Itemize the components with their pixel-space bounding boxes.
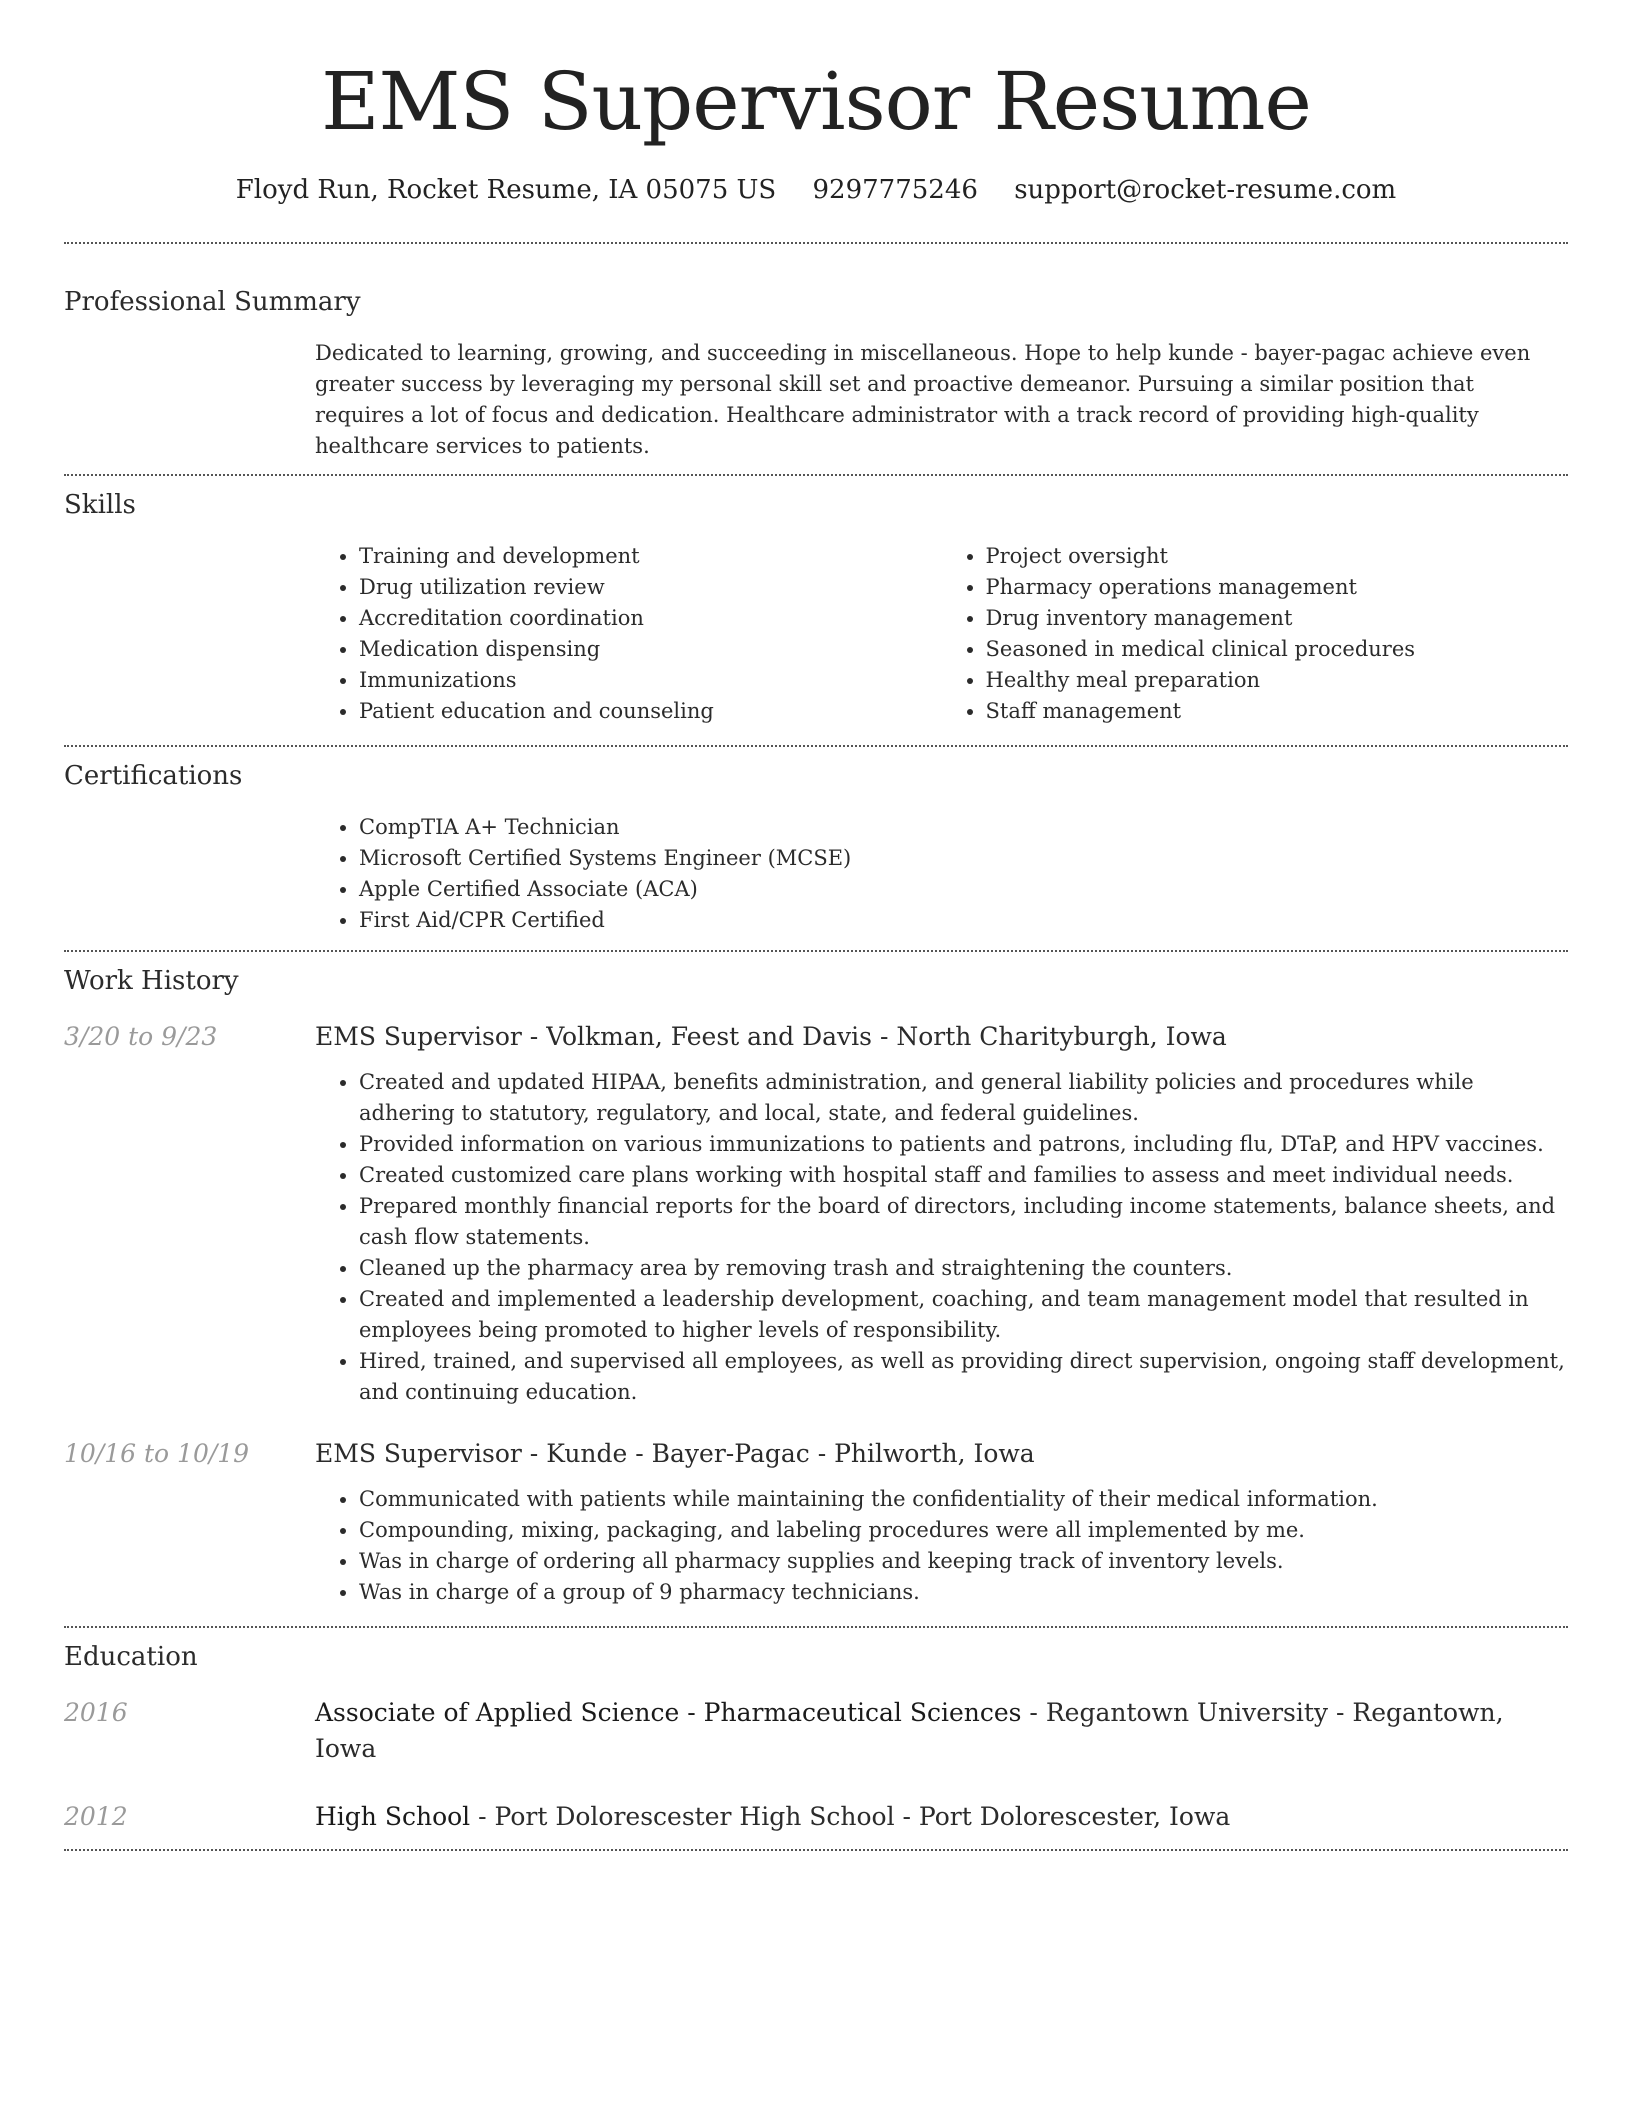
education-entry — [64, 1799, 1568, 1835]
skills-grid — [315, 541, 1568, 727]
divider — [64, 474, 1568, 476]
school-name: - Port Dolorescester High School - Port Dolorescester, Iowa — [470, 1802, 1231, 1831]
job-entry — [64, 1019, 1568, 1408]
skills-list-right — [942, 541, 1569, 727]
skill-item: • Patient education and counseling — [359, 696, 942, 727]
education-detail — [315, 1695, 1568, 1767]
skills-list-left — [315, 541, 942, 727]
certification-item: • First Aid/CPR Certified — [359, 905, 1568, 936]
contact-email: support@rocket-resume.com — [1014, 175, 1397, 205]
education-section — [64, 1639, 1568, 1835]
education-detail — [315, 1799, 1230, 1835]
skill-item: • Drug utilization review — [359, 572, 942, 603]
certification-item: • CompTIA A+ Technician — [359, 812, 1568, 843]
certifications-section — [64, 758, 1568, 936]
skills-heading: Skills — [64, 490, 136, 520]
work-history-section — [64, 963, 1568, 1608]
certifications-list — [315, 812, 1568, 936]
job-title: EMS Supervisor - Kunde - Bayer-Pagac - Philworth, Iowa — [315, 1439, 1035, 1468]
duty-item: • Created customized care plans working with hospital staff and families to assess and meet individual needs. — [359, 1160, 1568, 1191]
summary-heading: Professional Summary — [64, 287, 361, 317]
job-duties-list — [315, 1484, 1568, 1608]
divider — [64, 1626, 1568, 1628]
degree-name: High School — [315, 1802, 471, 1831]
education-year: 2016 — [64, 1698, 128, 1727]
duty-item: • Provided information on various immunizations to patients and patrons, including flu, DTaP, and HPV vaccines. — [359, 1129, 1568, 1160]
certifications-content — [315, 812, 1568, 936]
skill-item: • Accreditation coordination — [359, 603, 942, 634]
skill-item: • Seasoned in medical clinical procedures — [986, 634, 1569, 665]
job-duties-list — [315, 1067, 1568, 1408]
job-duties — [315, 1067, 1568, 1408]
resume-title: EMS Supervisor Resume — [321, 55, 1311, 148]
skill-item: • Healthy meal preparation — [986, 665, 1569, 696]
job-header — [64, 1436, 1568, 1472]
duty-item: • Compounding, mixing, packaging, and labeling procedures were all implemented by me. — [359, 1515, 1568, 1546]
duty-item: • Was in charge of ordering all pharmacy supplies and keeping track of inventory levels. — [359, 1546, 1568, 1577]
contact-phone: 9297775246 — [812, 175, 978, 205]
education-entry — [64, 1695, 1568, 1767]
skill-item: • Training and development — [359, 541, 942, 572]
contact-line — [64, 172, 1568, 208]
job-title: EMS Supervisor - Volkman, Feest and Davis - North Charityburgh, Iowa — [315, 1022, 1227, 1051]
divider — [64, 242, 1568, 244]
duty-item: • Prepared monthly financial reports for the board of directors, including income statements, balance sheets, and cash flow statements. — [359, 1191, 1568, 1253]
summary-section — [64, 284, 1568, 462]
certification-item: • Microsoft Certified Systems Engineer (MCSE) — [359, 843, 1568, 874]
skill-item: • Drug inventory management — [986, 603, 1569, 634]
job-dates: 10/16 to 10/19 — [64, 1439, 250, 1468]
duty-item: • Created and implemented a leadership development, coaching, and team management model that resulted in employees being promoted to higher levels of responsibility. — [359, 1284, 1568, 1346]
duty-item: • Created and updated HIPAA, benefits administration, and general liability policies and procedures while adhering to statutory, regulatory, and local, state, and federal guidelines. — [359, 1067, 1568, 1129]
skill-item: • Medication dispensing — [359, 634, 942, 665]
duty-item: • Hired, trained, and supervised all employees, as well as providing direct supervision, ongoing staff development, and continuing education. — [359, 1346, 1568, 1408]
skill-item: • Project oversight — [986, 541, 1569, 572]
education-heading: Education — [64, 1642, 198, 1672]
duty-item: • Cleaned up the pharmacy area by removing trash and straightening the counters. — [359, 1253, 1568, 1284]
skills-section — [64, 487, 1568, 727]
contact-address: Floyd Run, Rocket Resume, IA 05075 US — [235, 175, 777, 205]
divider — [64, 745, 1568, 747]
job-entry — [64, 1436, 1568, 1608]
certifications-heading: Certifications — [64, 761, 243, 791]
duty-item: • Was in charge of a group of 9 pharmacy technicians. — [359, 1577, 1568, 1608]
divider — [64, 950, 1568, 952]
work-history-heading: Work History — [64, 966, 239, 996]
degree-name: Associate of Applied Science - Pharmaceutical Sciences — [315, 1698, 1022, 1727]
summary-text: Dedicated to learning, growing, and succeeding in miscellaneous. Hope to help kunde - bayer-pagac achieve even greater success by leveraging my personal skill set and proactive demeanor. Pursuing a similar position that requires a lot of focus and dedication. Healthcare administrator with a track record of providing high-quality healthcare services to patients. — [315, 341, 1531, 458]
certification-item: • Apple Certified Associate (ACA) — [359, 874, 1568, 905]
skill-item: • Pharmacy operations management — [986, 572, 1569, 603]
duty-item: • Communicated with patients while maintaining the confidentiality of their medical information. — [359, 1484, 1568, 1515]
job-duties — [315, 1484, 1568, 1608]
school-name: - Regantown University - Regantown, Iowa — [315, 1698, 1504, 1763]
resume-header — [64, 0, 1568, 208]
divider — [64, 1849, 1568, 1851]
education-year: 2012 — [64, 1802, 128, 1831]
skill-item: • Staff management — [986, 696, 1569, 727]
skill-item: • Immunizations — [359, 665, 942, 696]
job-header — [64, 1019, 1568, 1055]
job-dates: 3/20 to 9/23 — [64, 1022, 218, 1051]
